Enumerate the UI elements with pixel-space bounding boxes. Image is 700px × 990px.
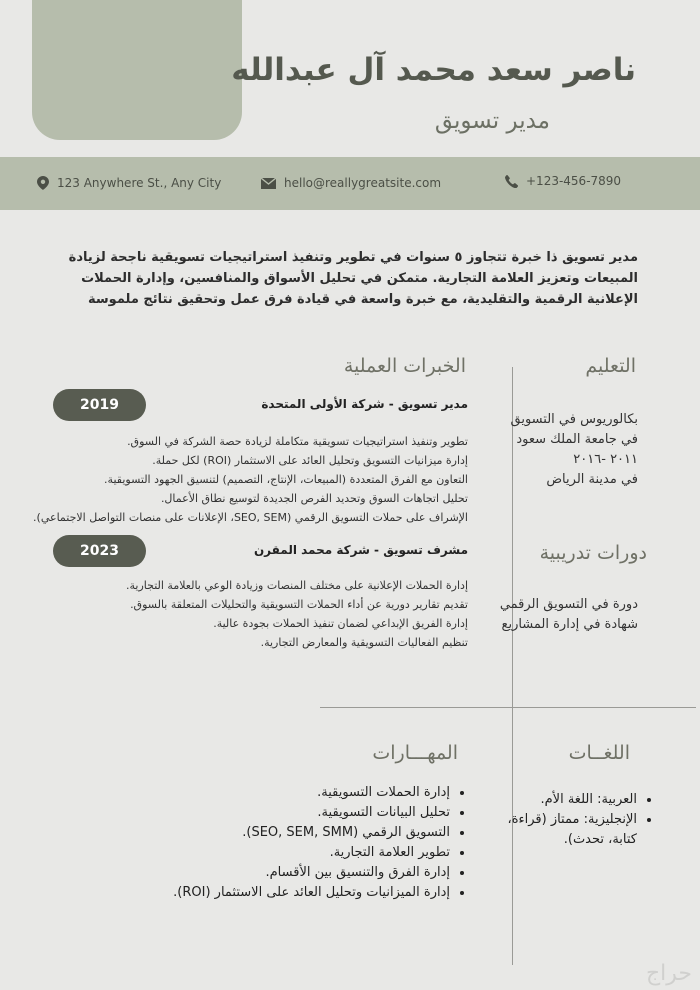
address-text: 123 Anywhere St., Any City bbox=[57, 176, 222, 190]
language-item: • العربية: اللغة الأم. bbox=[502, 790, 637, 810]
job-duties bbox=[125, 576, 468, 652]
education-line: ٢٠١١ -٢٠١٦ bbox=[573, 452, 638, 467]
duty-line: إدارة الفريق الإبداعي لضمان تنفيذ الحملات بجودة عالية. bbox=[213, 617, 468, 630]
course-line: شهادة في إدارة المشاريع bbox=[501, 617, 638, 632]
skill-item: • إدارة الحملات التسويقية. bbox=[173, 783, 450, 803]
courses-details bbox=[488, 595, 638, 635]
experience-heading: الخبرات العملية bbox=[343, 355, 466, 377]
job-duties bbox=[33, 432, 468, 527]
duty-line: الإشراف على حملات التسويق الرقمي (SEO, SEM، الإعلانات على منصات التواصل الاجتماعي). bbox=[33, 511, 468, 524]
duty-line: إدارة ميزانيات التسويق وتحليل العائد على الاستثمار (ROI) لكل حملة. bbox=[152, 454, 468, 467]
duty-line: تقديم تقارير دورية عن أداء الحملات التسويقية والتحليلات المتعلقة بالسوق. bbox=[130, 598, 468, 611]
watermark-logo: حراج bbox=[645, 961, 692, 986]
profile-photo-placeholder bbox=[32, 0, 242, 140]
job-title: مشرف تسويق - شركة محمد المقرن bbox=[253, 543, 468, 557]
phone-text[interactable]: +123-456-7890 bbox=[526, 174, 622, 188]
phone-icon bbox=[505, 175, 518, 188]
duty-line: تحليل اتجاهات السوق وتحديد الفرص الجديدة لتوسيع نطاق الأعمال. bbox=[160, 492, 468, 505]
education-heading: التعليم bbox=[585, 355, 636, 377]
email-text[interactable]: hello@reallygreatsite.com bbox=[284, 176, 442, 190]
skills-list bbox=[173, 783, 468, 903]
location-pin-icon bbox=[37, 176, 49, 190]
duty-line: تطوير وتنفيذ استراتيجيات تسويقية متكاملة لزيادة حصة الشركة في السوق. bbox=[127, 435, 468, 448]
profile-summary: مدير تسويق ذا خبرة تتجاوز ٥ سنوات في تطوير وتنفيذ استراتيجيات تسويقية ناجحة لزيادة المبيعات وتعزيز العلامة التجارية. متمكن في تحليل الأسواق والمنافسين، وإدارة الحملات الإعلانية الرقمية والتقليدية، مع خبرة واسعة في قيادة فرق عمل وتحقيق نتائج ملموسة bbox=[68, 250, 638, 307]
skills-heading: المهـــارات bbox=[372, 742, 458, 764]
section-divider bbox=[320, 707, 696, 708]
skill-item: • تحليل البيانات التسويقية. bbox=[173, 803, 450, 823]
job-role: مدير تسويق bbox=[434, 108, 550, 134]
languages-heading: اللغــات bbox=[568, 742, 630, 764]
contact-address bbox=[37, 176, 221, 190]
courses-heading: دورات تدريبية bbox=[539, 542, 647, 564]
skill-item: • التسويق الرقمي (SEO, SEM, SMM). bbox=[173, 823, 450, 843]
contact-phone bbox=[505, 174, 621, 188]
education-details bbox=[488, 410, 638, 490]
candidate-name: ناصر سعد محمد آل عبدالله bbox=[231, 52, 636, 88]
email-icon bbox=[261, 178, 276, 189]
duty-line: إدارة الحملات الإعلانية على مختلف المنصات وزيادة الوعي بالعلامة التجارية. bbox=[125, 579, 468, 592]
duty-line: التعاون مع الفرق المتعددة (المبيعات، الإنتاج، التصميم) لتنسيق الجهود التسويقية. bbox=[104, 473, 468, 486]
education-line: في جامعة الملك سعود bbox=[516, 432, 638, 447]
duty-line: تنظيم الفعاليات التسويقية والمعارض التجارية. bbox=[260, 636, 468, 649]
skill-item: • إدارة الميزانيات وتحليل العائد على الاستثمار (ROI). bbox=[173, 883, 450, 903]
education-line: بكالوريوس في التسويق bbox=[510, 412, 638, 427]
skill-item: • تطوير العلامة التجارية. bbox=[173, 843, 450, 863]
job-title: مدير تسويق - شركة الأولى المتحدة bbox=[261, 397, 468, 411]
course-line: دورة في التسويق الرقمي bbox=[499, 597, 638, 612]
languages-list bbox=[502, 790, 655, 850]
skill-item: • إدارة الفرق والتنسيق بين الأقسام. bbox=[173, 863, 450, 883]
year-badge: 2019 bbox=[53, 389, 146, 421]
year-badge: 2023 bbox=[53, 535, 146, 567]
language-item: • الإنجليزية: ممتاز (قراءة، كتابة، تحدث). bbox=[502, 810, 637, 850]
contact-email bbox=[261, 176, 441, 190]
education-line: في مدينة الرياض bbox=[546, 472, 638, 487]
